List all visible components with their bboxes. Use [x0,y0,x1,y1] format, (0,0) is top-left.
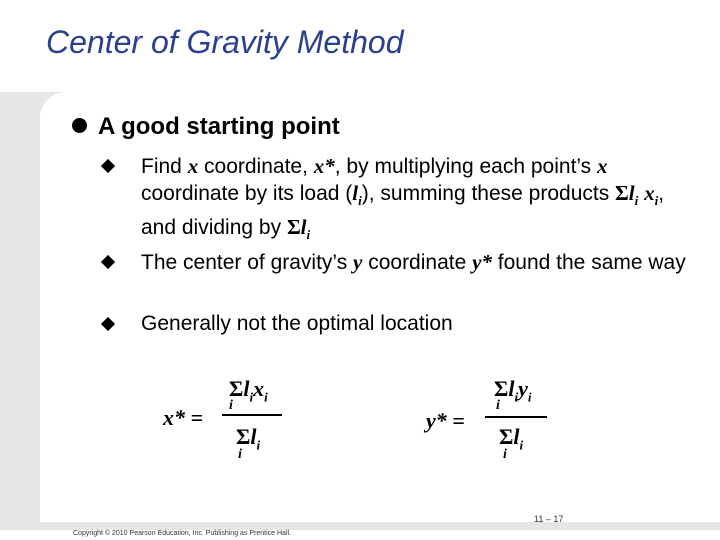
diamond-bullet-icon [101,255,115,269]
text-part: found the same way [491,251,686,274]
slide-title: Center of Gravity Method [46,24,404,60]
math-l: l [508,376,515,401]
page-number: 11 – 17 [534,514,564,524]
sigma-symbol: Σ [236,424,251,449]
sub-bullet-not-optimal [103,311,701,337]
math-x: x [597,154,608,178]
sum-index: i [238,447,242,462]
math-subscript-i: i [519,437,524,453]
sub-bullet-find-x [103,153,701,248]
fraction-line [485,416,547,418]
math-subscript-i: i [264,389,268,405]
math-y: y [518,376,528,401]
math-x-star: x* [313,154,335,178]
text-part: , and dividing by [141,182,665,240]
sum-index: i [503,447,507,462]
diamond-bullet-icon [101,159,115,173]
text-part: The center of gravity’s [141,251,354,274]
math-subscript-i: i [527,389,532,405]
math-subscript-i: i [634,193,639,209]
text-part: coordinate [362,251,473,274]
text-part: , by multiplying each point’s [334,155,598,178]
math-subscript-i: i [256,437,261,453]
sum-index: i [496,398,500,413]
math-l: l [628,181,635,205]
math-x: x [644,181,655,205]
text-part: Find [141,155,188,178]
math-l: l [513,424,520,449]
math-x: x [187,154,199,178]
math-subscript-i: i [358,193,362,209]
math-subscript-i: i [654,193,659,209]
math-y-star: y* [472,250,492,274]
copyright-notice: Copyright © 2010 Pearson Education, Inc. Publishing as Prentice Hall. [73,530,292,537]
sigma-symbol: Σ [494,376,509,401]
text-part: coordinate by its load ( [141,182,353,205]
sub-bullet-text [141,153,701,248]
bullet-dot-icon [72,118,87,133]
text-part: ), summing these products [361,182,616,205]
sigma-symbol: Σ [499,424,514,449]
formula-numerator [229,376,268,405]
sub-bullet-center-y [103,249,701,276]
math-l: l [250,424,257,449]
math-y: y [353,250,363,274]
math-subscript-i: i [306,227,311,243]
sub-bullet-text [141,249,701,276]
sigma-symbol: Σ [615,181,629,205]
diamond-bullet-icon [101,317,115,331]
main-bullet [72,113,340,141]
math-x: x [253,376,265,401]
sub-bullet-text: Generally not the optimal location [141,312,453,335]
math-l: l [300,215,307,240]
sigma-symbol: Σ [286,215,301,240]
sum-index: i [229,398,233,413]
formula-lhs: x* = [163,405,204,430]
main-bullet-text: A good starting point [98,113,340,140]
math-l: l [243,376,250,401]
math-subscript-i: i [249,389,254,405]
fraction-line [222,414,282,416]
formula-lhs: y* = [426,408,465,433]
math-l: l [352,181,359,205]
sigma-symbol: Σ [229,376,244,401]
text-part: coordinate, [198,155,314,178]
math-subscript-i: i [514,389,519,405]
